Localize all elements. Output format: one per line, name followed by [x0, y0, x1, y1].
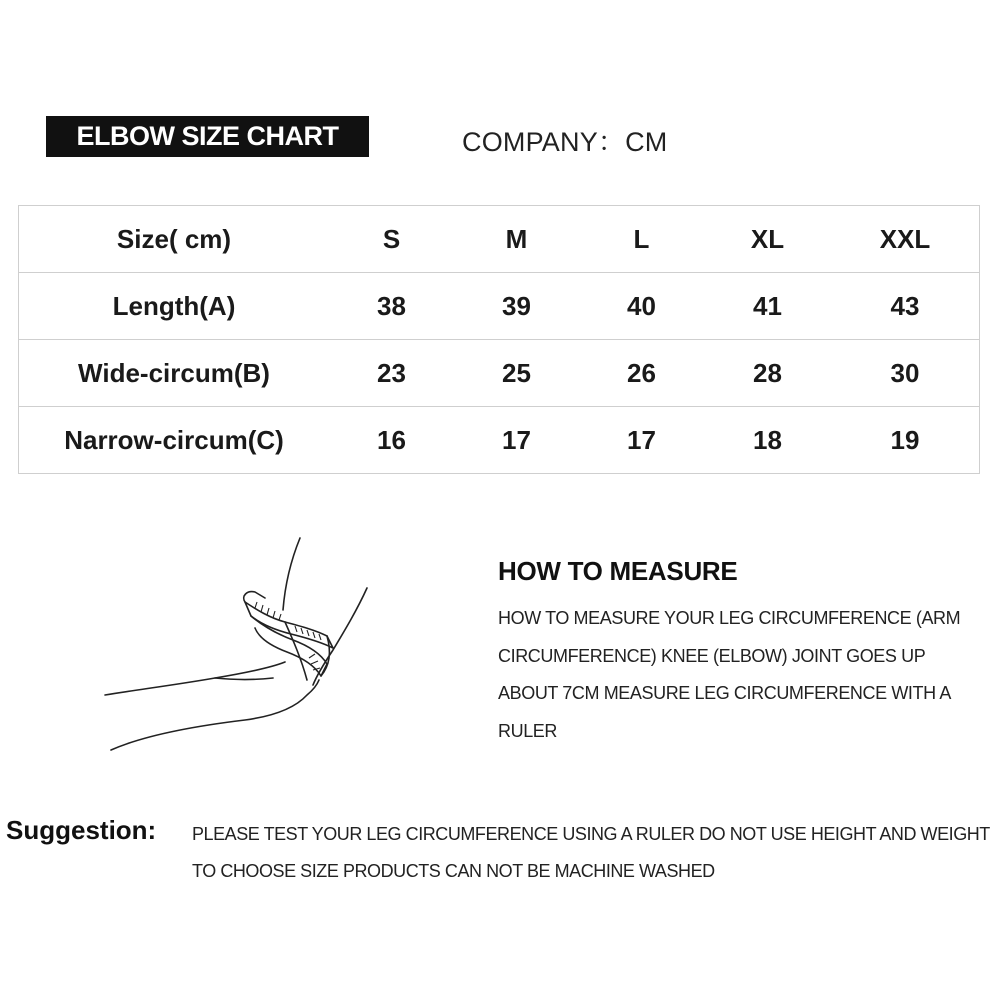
table-row	[19, 273, 980, 340]
table-cell: 39	[454, 273, 579, 340]
company-unit-label: COMPANY：CM	[462, 127, 668, 157]
table-cell: 30	[831, 340, 980, 407]
suggestion-label: Suggestion:	[6, 815, 157, 845]
table-cell: 40	[579, 273, 704, 340]
table-cell: M	[454, 206, 579, 273]
table-cell: XL	[704, 206, 831, 273]
table-cell: Narrow-circum(C)	[64, 424, 284, 455]
table-cell: 43	[831, 273, 980, 340]
table-cell: Size( cm)	[19, 206, 330, 273]
table-row	[19, 407, 980, 474]
table-cell: 41	[704, 273, 831, 340]
suggestion-text: PLEASE TEST YOUR LEG CIRCUMFERENCE USING A RULER DO NOT USE HEIGHT AND WEIGHT TO CHOOSE SIZE PRODUCTS CAN NOT BE MACHINE WASHED	[192, 824, 990, 881]
table-cell: 38	[329, 273, 454, 340]
table-cell: 23	[329, 340, 454, 407]
table-cell: 19	[890, 424, 920, 455]
table-cell: 18	[753, 424, 782, 455]
arm-measure-illustration-icon	[95, 530, 385, 760]
how-to-measure-text: HOW TO MEASURE YOUR LEG CIRCUMFERENCE (ARM CIRCUMFERENCE) KNEE (ELBOW) JOINT GOES UP ABOUT 7CM MEASURE LEG CIRCUMFERENCE WITH A RULER	[498, 608, 961, 741]
table-cell: Wide-circum(B)	[19, 340, 330, 407]
table-row	[19, 340, 980, 407]
size-chart-title: ELBOW SIZE CHART	[46, 116, 369, 157]
table-cell: L	[579, 206, 704, 273]
table-cell: 17	[627, 424, 656, 455]
table-row-header	[19, 206, 980, 273]
table-cell: S	[329, 206, 454, 273]
table-cell: 28	[704, 340, 831, 407]
table-cell: 26	[579, 340, 704, 407]
table-cell: 16	[377, 424, 406, 455]
table-cell: Length(A)	[19, 273, 330, 340]
how-to-measure-title: HOW TO MEASURE	[498, 556, 738, 586]
size-table	[18, 205, 980, 474]
table-cell: 17	[502, 424, 531, 455]
table-cell: XXL	[831, 206, 980, 273]
table-cell: 25	[454, 340, 579, 407]
